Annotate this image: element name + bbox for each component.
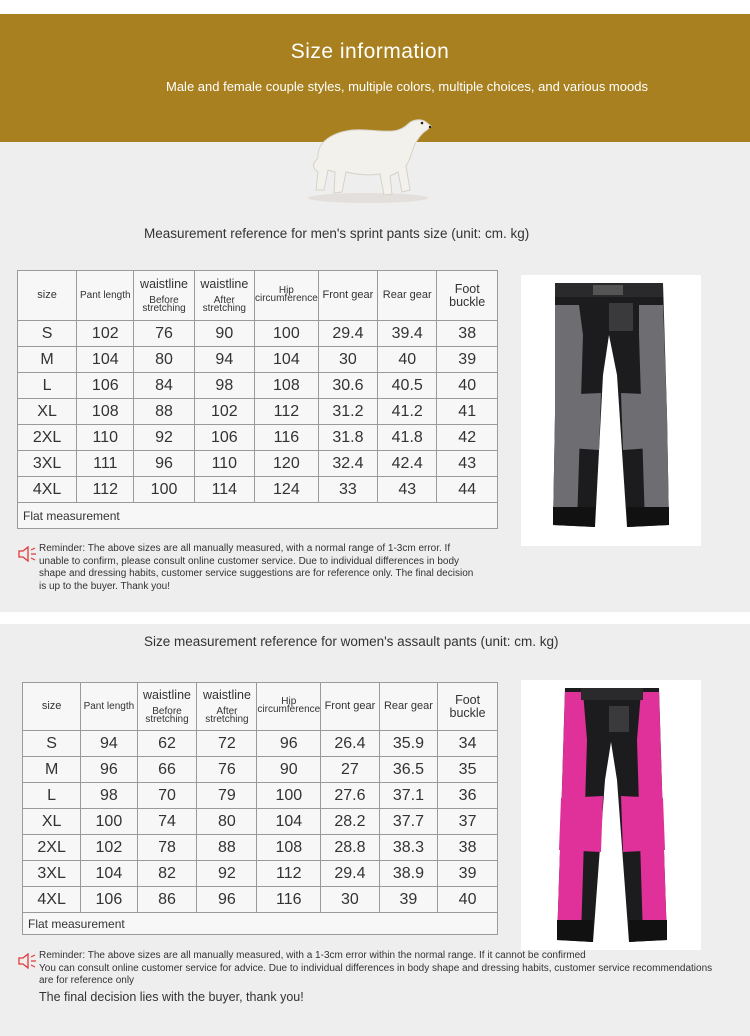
value-cell: 111 — [77, 451, 134, 477]
value-cell: 108 — [257, 835, 321, 861]
value-cell: 29.4 — [318, 321, 377, 347]
women-pants-image — [521, 680, 701, 950]
table-row — [18, 321, 498, 347]
value-cell: 100 — [254, 321, 318, 347]
value-cell: 32.4 — [318, 451, 377, 477]
size-cell: S — [23, 731, 81, 757]
value-cell: 98 — [194, 373, 254, 399]
value-cell: 36.5 — [379, 757, 437, 783]
value-cell: 30.6 — [318, 373, 377, 399]
value-cell: 86 — [137, 887, 197, 913]
header-waist-before: waistline Before stretching — [137, 683, 197, 731]
table-header-row — [18, 271, 498, 321]
header-foot: Foot buckle — [438, 683, 498, 731]
header-waist-before: waistline Before stretching — [134, 271, 194, 321]
women-pants-svg — [521, 680, 701, 950]
value-cell: 40 — [437, 373, 498, 399]
table-row — [23, 887, 498, 913]
value-cell: 39 — [438, 861, 498, 887]
table-row — [18, 477, 498, 503]
header-hip: Hip circumference — [254, 271, 318, 321]
value-cell: 108 — [254, 373, 318, 399]
value-cell: 76 — [134, 321, 194, 347]
size-cell: 4XL — [18, 477, 77, 503]
women-reminder-line3: The final decision lies with the buyer, thank you! — [39, 989, 304, 1004]
women-reminder-line2: You can consult online customer service for advice. Due to individual differences in body shape and dressing habits, customer service recommendations are for reference only — [39, 962, 713, 986]
value-cell: 37.7 — [379, 809, 437, 835]
value-cell: 70 — [137, 783, 197, 809]
header-front: Front gear — [318, 271, 377, 321]
value-cell: 96 — [197, 887, 257, 913]
header-front: Front gear — [321, 683, 379, 731]
value-cell: 41 — [437, 399, 498, 425]
table-row — [23, 757, 498, 783]
value-cell: 35 — [438, 757, 498, 783]
value-cell: 110 — [194, 451, 254, 477]
value-cell: 124 — [254, 477, 318, 503]
value-cell: 96 — [81, 757, 137, 783]
speaker-icon — [17, 546, 37, 562]
size-cell: M — [23, 757, 81, 783]
table-row — [23, 731, 498, 757]
women-reminder-line1: Reminder: The above sizes are all manually measured, with a 1-3cm error within the normal range. If it cannot be confirmed — [39, 950, 586, 961]
value-cell: 40 — [438, 887, 498, 913]
value-cell: 80 — [134, 347, 194, 373]
value-cell: 38.3 — [379, 835, 437, 861]
banner-subtitle: Male and female couple styles, multiple colors, multiple choices, and various moods — [166, 79, 648, 94]
value-cell: 37 — [438, 809, 498, 835]
value-cell: 92 — [197, 861, 257, 887]
table-header-row — [23, 683, 498, 731]
banner-title: Size information — [290, 40, 450, 63]
header-hip: Hip circumference — [257, 683, 321, 731]
table-row — [18, 425, 498, 451]
men-size-table — [17, 270, 498, 529]
flat-measurement-label: Flat measurement — [18, 503, 498, 529]
value-cell: 41.8 — [378, 425, 437, 451]
value-cell: 82 — [137, 861, 197, 887]
table-row — [18, 373, 498, 399]
value-cell: 28.8 — [321, 835, 379, 861]
value-cell: 27.6 — [321, 783, 379, 809]
value-cell: 106 — [194, 425, 254, 451]
value-cell: 92 — [134, 425, 194, 451]
table-row — [18, 347, 498, 373]
value-cell: 30 — [318, 347, 377, 373]
size-cell: 2XL — [23, 835, 81, 861]
value-cell: 34 — [438, 731, 498, 757]
value-cell: 78 — [137, 835, 197, 861]
value-cell: 66 — [137, 757, 197, 783]
value-cell: 100 — [81, 809, 137, 835]
value-cell: 72 — [197, 731, 257, 757]
value-cell: 40.5 — [378, 373, 437, 399]
value-cell: 112 — [254, 399, 318, 425]
value-cell: 94 — [81, 731, 137, 757]
value-cell: 74 — [137, 809, 197, 835]
flat-row — [18, 503, 498, 529]
value-cell: 62 — [137, 731, 197, 757]
flat-measurement-label: Flat measurement — [23, 913, 498, 935]
value-cell: 39 — [379, 887, 437, 913]
value-cell: 104 — [77, 347, 134, 373]
value-cell: 90 — [194, 321, 254, 347]
value-cell: 42 — [437, 425, 498, 451]
value-cell: 110 — [77, 425, 134, 451]
size-cell: 3XL — [18, 451, 77, 477]
men-reminder: Reminder: The above sizes are all manually measured, with a normal range of 1-3cm error. If unable to confirm, please consult online customer service. Due to individual differences in body shape and dressing habits, customer service suggestions are for reference only. The final decision is up to the buyer. Thank you! — [39, 543, 474, 592]
value-cell: 102 — [77, 321, 134, 347]
value-cell: 41.2 — [378, 399, 437, 425]
header-rear: Rear gear — [379, 683, 437, 731]
header-rear: Rear gear — [378, 271, 437, 321]
value-cell: 120 — [254, 451, 318, 477]
value-cell: 106 — [81, 887, 137, 913]
size-cell: L — [23, 783, 81, 809]
header-foot: Foot buckle — [437, 271, 498, 321]
table-row — [23, 809, 498, 835]
value-cell: 104 — [254, 347, 318, 373]
value-cell: 108 — [77, 399, 134, 425]
size-cell: 2XL — [18, 425, 77, 451]
value-cell: 80 — [197, 809, 257, 835]
value-cell: 96 — [257, 731, 321, 757]
value-cell: 27 — [321, 757, 379, 783]
value-cell: 31.2 — [318, 399, 377, 425]
value-cell: 106 — [77, 373, 134, 399]
header-size: size — [23, 683, 81, 731]
men-size-title: Measurement reference for men's sprint pants size (unit: cm. kg) — [144, 226, 530, 241]
value-cell: 36 — [438, 783, 498, 809]
header-pant-length: Pant length — [81, 683, 137, 731]
value-cell: 102 — [194, 399, 254, 425]
value-cell: 104 — [257, 809, 321, 835]
value-cell: 116 — [254, 425, 318, 451]
value-cell: 94 — [194, 347, 254, 373]
value-cell: 84 — [134, 373, 194, 399]
header-waist-after: waistline After stretching — [194, 271, 254, 321]
value-cell: 38 — [438, 835, 498, 861]
value-cell: 43 — [437, 451, 498, 477]
value-cell: 112 — [257, 861, 321, 887]
value-cell: 30 — [321, 887, 379, 913]
value-cell: 96 — [134, 451, 194, 477]
size-cell: XL — [18, 399, 77, 425]
size-cell: 4XL — [23, 887, 81, 913]
table-row — [23, 861, 498, 887]
size-cell: L — [18, 373, 77, 399]
value-cell: 40 — [378, 347, 437, 373]
table-row — [18, 399, 498, 425]
value-cell: 39.4 — [378, 321, 437, 347]
value-cell: 38.9 — [379, 861, 437, 887]
value-cell: 28.2 — [321, 809, 379, 835]
size-cell: S — [18, 321, 77, 347]
value-cell: 90 — [257, 757, 321, 783]
value-cell: 31.8 — [318, 425, 377, 451]
value-cell: 88 — [134, 399, 194, 425]
value-cell: 29.4 — [321, 861, 379, 887]
value-cell: 33 — [318, 477, 377, 503]
value-cell: 39 — [437, 347, 498, 373]
size-cell: XL — [23, 809, 81, 835]
value-cell: 76 — [197, 757, 257, 783]
value-cell: 26.4 — [321, 731, 379, 757]
header-size: size — [18, 271, 77, 321]
value-cell: 102 — [81, 835, 137, 861]
value-cell: 38 — [437, 321, 498, 347]
value-cell: 37.1 — [379, 783, 437, 809]
polar-bear-image — [298, 110, 438, 205]
speaker-icon — [17, 953, 37, 969]
table-row — [18, 451, 498, 477]
women-size-table — [22, 682, 498, 935]
value-cell: 79 — [197, 783, 257, 809]
value-cell: 114 — [194, 477, 254, 503]
table-row — [23, 835, 498, 861]
table-row — [23, 783, 498, 809]
men-pants-image — [521, 275, 701, 546]
value-cell: 104 — [81, 861, 137, 887]
value-cell: 44 — [437, 477, 498, 503]
flat-row — [23, 913, 498, 935]
size-cell: M — [18, 347, 77, 373]
value-cell: 112 — [77, 477, 134, 503]
value-cell: 100 — [257, 783, 321, 809]
value-cell: 100 — [134, 477, 194, 503]
value-cell: 88 — [197, 835, 257, 861]
value-cell: 42.4 — [378, 451, 437, 477]
top-band — [0, 0, 750, 14]
value-cell: 98 — [81, 783, 137, 809]
value-cell: 43 — [378, 477, 437, 503]
size-cell: 3XL — [23, 861, 81, 887]
women-reminder — [39, 950, 729, 1005]
value-cell: 35.9 — [379, 731, 437, 757]
section-divider — [0, 612, 750, 624]
women-size-title: Size measurement reference for women's assault pants (unit: cm. kg) — [144, 634, 559, 649]
men-pants-svg — [521, 275, 701, 546]
header-waist-after: waistline After stretching — [197, 683, 257, 731]
value-cell: 116 — [257, 887, 321, 913]
header-pant-length: Pant length — [77, 271, 134, 321]
